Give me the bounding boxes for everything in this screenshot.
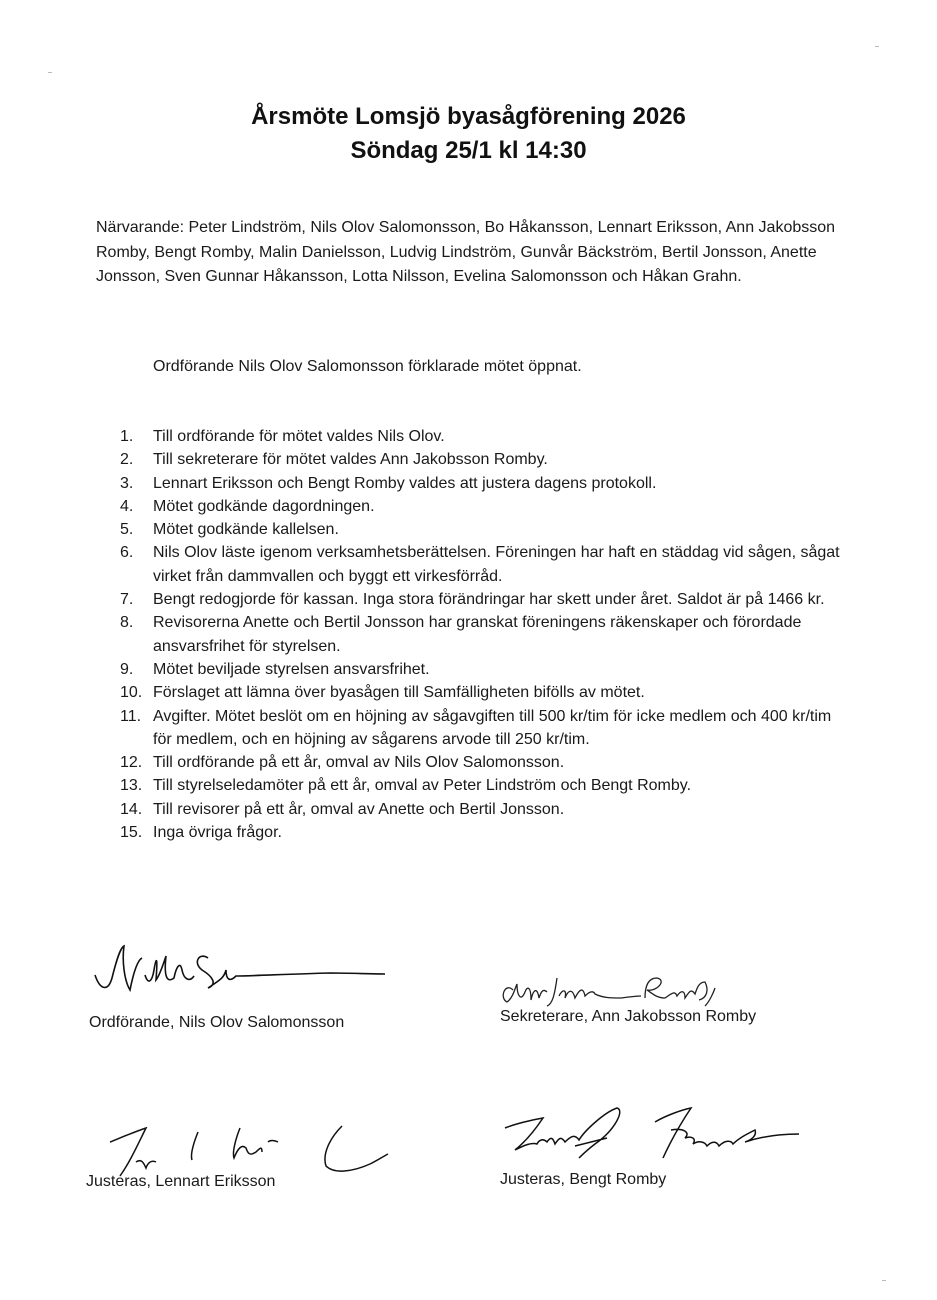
agenda-item [120, 611, 840, 658]
agenda-item-text: Bengt redogjorde för kassan. Inga stora förändringar har skett under året. Saldot är på 1466 kr. [153, 591, 825, 609]
agenda-item-text: Till ordförande för mötet valdes Nils Olov. [153, 428, 445, 445]
agenda-item-number: 13. [120, 777, 143, 795]
agenda-item [120, 588, 840, 611]
scan-artifact [882, 1280, 886, 1281]
agenda-item-number: 4. [120, 497, 134, 515]
agenda-item-text: Mötet godkände kallelsen. [153, 521, 339, 539]
scan-artifact [48, 72, 52, 73]
agenda-item-text: Inga övriga frågor. [153, 824, 282, 842]
signature-chair-label: Ordförande, Nils Olov Salomonsson [89, 1014, 345, 1031]
agenda-item [120, 705, 840, 752]
agenda-list [120, 425, 840, 844]
agenda-item-number: 1. [120, 428, 134, 445]
signature-chair [90, 940, 390, 1033]
agenda-item-number: 11. [120, 707, 142, 725]
agenda-item-text: Till styrelseledamöter på ett år, omval av Peter Lindström och Bengt Romby. [153, 777, 692, 795]
scan-artifact [875, 46, 879, 47]
agenda-item-number: 6. [120, 544, 134, 562]
agenda-item-text: Lennart Eriksson och Bengt Romby valdes att justera dagens protokoll. [153, 474, 657, 492]
agenda-item-number: 9. [120, 660, 134, 678]
signature-adjuster-bengt-label: Justeras, Bengt Romby [500, 1171, 667, 1188]
signature-secretary [495, 968, 756, 1027]
agenda-item [120, 472, 840, 495]
handwritten-signature-icon [495, 1100, 815, 1162]
agenda-item-number: 12. [120, 754, 143, 772]
signature-adjuster-lennart [86, 1118, 390, 1192]
signature-adjuster-bengt [495, 1100, 815, 1190]
agenda-item-number: 14. [120, 800, 143, 818]
agenda-item-text: Revisorerna Anette och Bertil Jonsson har granskat föreningens räkenskaper och förordade ansvarsfrihet för styrelsen. [153, 614, 802, 655]
agenda-item-text: Till sekreterare för mötet valdes Ann Jakobsson Romby. [153, 451, 548, 469]
agenda-item-number: 5. [120, 521, 134, 539]
attendees-paragraph: Närvarande: Peter Lindström, Nils Olov Salomonsson, Bo Håkansson, Lennart Eriksson, Ann Jakobsson Romby, Bengt Romby, Malin Danielsson, Ludvig Lindström, Gunvår Bäckström, Bertil Jonsson, Anette Jonsson, Sven Gunnar Håkansson, Lotta Nilsson, Evelina Salomonsson och Håkan Grahn. [96, 219, 836, 285]
agenda-item-number: 3. [120, 474, 134, 492]
agenda-item-text: Mötet godkände dagordningen. [153, 497, 375, 515]
agenda-item [120, 798, 840, 821]
signature-secretary-label: Sekreterare, Ann Jakobsson Romby [500, 1008, 757, 1025]
agenda-item [120, 658, 840, 681]
agenda-item [120, 821, 840, 844]
handwritten-signature-icon [495, 968, 755, 1008]
header [0, 100, 937, 168]
handwritten-signature-icon [90, 1118, 390, 1178]
agenda-item [120, 518, 840, 541]
agenda-item-number: 7. [120, 591, 134, 609]
agenda-item [120, 774, 840, 797]
agenda-item-text: Mötet beviljade styrelsen ansvarsfrihet. [153, 660, 430, 678]
agenda-item [120, 425, 840, 448]
agenda-item [120, 681, 840, 704]
agenda-item-number: 8. [120, 614, 134, 632]
agenda-item [120, 541, 840, 588]
agenda-item-text: Till ordförande på ett år, omval av Nils Olov Salomonsson. [153, 754, 565, 772]
agenda-item-text: Avgifter. Mötet beslöt om en höjning av sågavgiften till 500 kr/tim för icke medlem och 400 kr/tim för medlem, och en höjning av sågarens arvode till 250 kr/tim. [153, 707, 832, 748]
meeting-date: Söndag 25/1 kl 14:30 [350, 137, 587, 164]
agenda-item [120, 495, 840, 518]
agenda-item-number: 2. [120, 451, 134, 469]
handwritten-signature-icon [90, 940, 390, 1005]
agenda-item-number: 10. [120, 684, 143, 702]
opening-statement: Ordförande Nils Olov Salomonsson förklarade mötet öppnat. [153, 358, 582, 375]
signature-adjuster-lennart-label: Justeras, Lennart Eriksson [86, 1173, 276, 1190]
agenda-item [120, 448, 840, 471]
agenda-item [120, 751, 840, 774]
agenda-item-text: Nils Olov läste igenom verksamhetsberättelsen. Föreningen har haft en städdag vid sågen, sågat virket från dammvallen och byggt ett virkesförråd. [153, 544, 840, 585]
agenda-item-text: Förslaget att lämna över byasågen till Samfälligheten bifölls av mötet. [153, 684, 645, 702]
agenda-item-number: 15. [120, 824, 143, 842]
document-title: Årsmöte Lomsjö byasågförening 2026 [251, 103, 686, 130]
agenda-item-text: Till revisorer på ett år, omval av Anette och Bertil Jonsson. [153, 800, 565, 818]
